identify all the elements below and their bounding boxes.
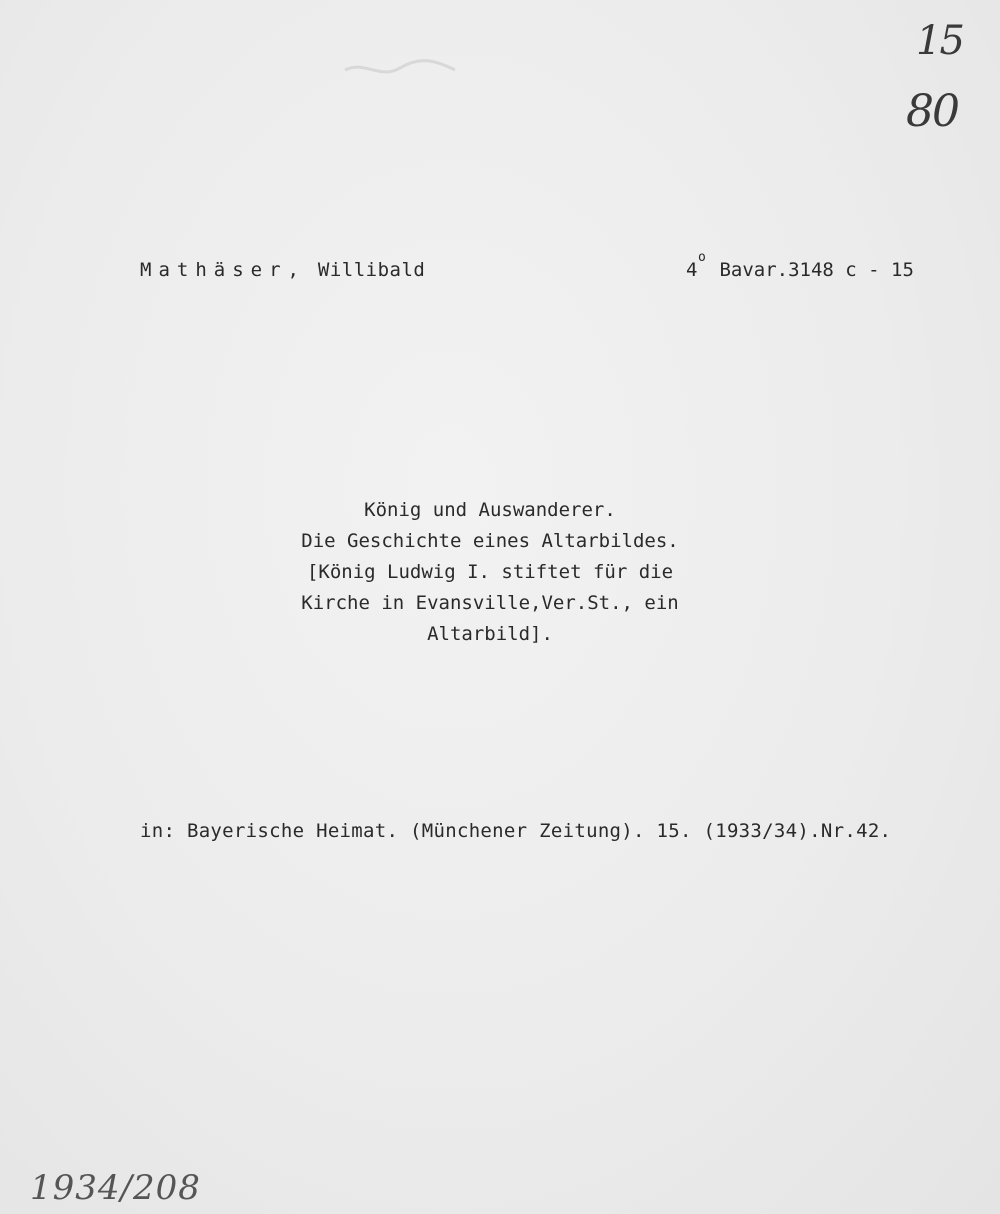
title-block: [220, 501, 760, 656]
author-line: [140, 261, 425, 280]
faint-pencil-mark: [340, 40, 460, 90]
handwritten-accession-number: 1934/208: [30, 1168, 201, 1208]
shelfmark-number: Bavar.3148 c - 15: [719, 259, 914, 281]
title-line: Altarbild].: [427, 623, 553, 645]
shelfmark-format-number: 4: [686, 259, 698, 281]
shelfmark-format: [686, 250, 706, 281]
shelfmark-format-superscript: o: [698, 250, 706, 265]
shelfmark: [686, 250, 914, 281]
title-line: Kirche in Evansville,Ver.St., ein: [301, 592, 679, 614]
title-line: [König Ludwig I. stiftet für die: [306, 561, 674, 583]
author-given-name: Willibald: [317, 259, 426, 281]
author-surname: Mathäser,: [140, 259, 306, 281]
handwritten-number-top: 15: [916, 18, 963, 64]
title-line: König und Auswanderer.: [364, 499, 616, 521]
handwritten-number-top-second: 80: [906, 86, 958, 137]
source-citation: in: Bayerische Heimat. (Münchener Zeitung). 15. (1933/34).Nr.42.: [140, 820, 892, 842]
title-line: Die Geschichte eines Altarbildes.: [301, 530, 679, 552]
